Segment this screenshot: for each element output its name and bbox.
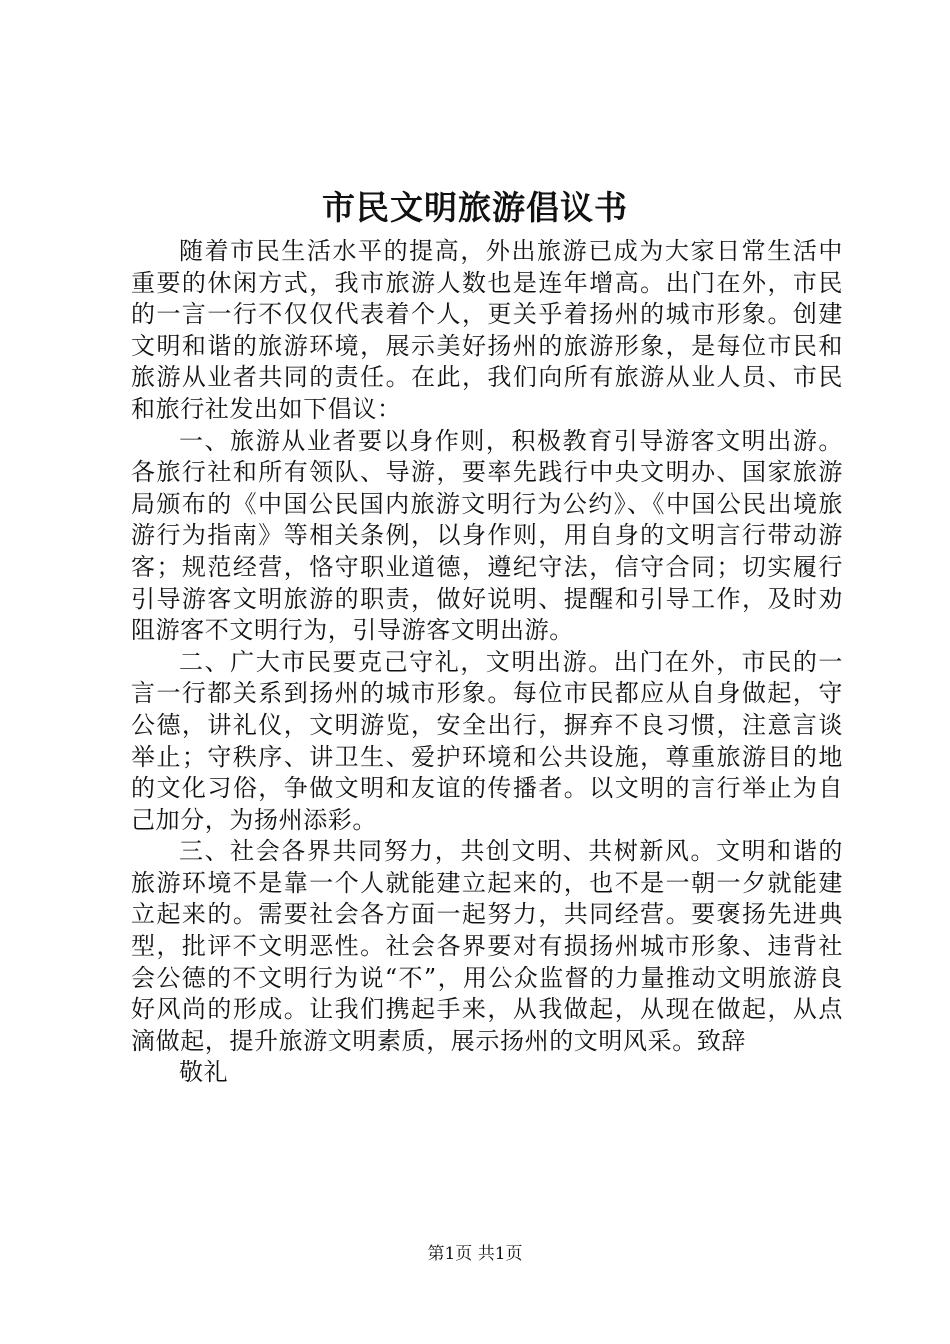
page-total: 共1页 xyxy=(477,1244,523,1264)
page-number: 第1页 xyxy=(427,1244,473,1264)
paragraph-proposal-2: 二、广大市民要克己守礼，文明出游。出门在外，市民的一言一行都关系到扬州的城市形象。每位市民都应从自身做起，守公德，讲礼仪，文明游览，安全出行，摒弃不良习惯，注意言谈举止；守秩序、讲卫生、爱护环境和公共设施，尊重旅游目的地的文化习俗，争做文明和友谊的传播者。以文明的言行举止为自己加分，为扬州添彩。 xyxy=(131,647,843,834)
document-title: 市民文明旅游倡议书 xyxy=(322,188,628,227)
closing-salutation: 敬礼 xyxy=(179,1058,229,1087)
paragraph-proposal-1: 一、旅游从业者要以身作则，积极教育引导游客文明出游。各旅行社和所有领队、导游，要率先践行中央文明办、国家旅游局颁布的《中国公民国内旅游文明行为公约》、《中国公民出境旅游行为指南》等相关条例，以身作则，用自身的文明言行带动游客；规范经营，恪守职业道德，遵纪守法，信守合同；切实履行引导游客文明旅游的职责，做好说明、提醒和引导工作，及时劝阻游客不文明行为，引导游客文明出游。 xyxy=(131,426,843,645)
paragraph-intro: 随着市民生活水平的提高，外出旅游已成为大家日常生活中重要的休闲方式，我市旅游人数也是连年增高。出门在外，市民的一言一行不仅仅代表着个人，更关乎着扬州的城市形象。创建文明和谐的旅游环境，展示美好扬州的旅游形象，是每位市民和旅游从业者共同的责任。在此，我们向所有旅游从业人员、市民和旅行社发出如下倡议： xyxy=(131,237,843,423)
paragraph-proposal-3: 三、社会各界共同努力，共创文明、共树新风。文明和谐的旅游环境不是靠一个人就能建立起来的，也不是一朝一夕就能建立起来的。需要社会各方面一起努力，共同经营。要褒扬先进典型，批评不文明恶性。社会各界要对有损扬州城市形象、违背社会公德的不文明行为说“不”，用公众监督的力量推动文明旅游良好风尚的形成。让我们携起手来，从我做起，从现在做起，从点滴做起，提升旅游文明素质，展示扬州的文明风采。致辞 xyxy=(131,837,843,1055)
document-body xyxy=(131,236,843,1089)
page-footer xyxy=(0,1243,950,1265)
